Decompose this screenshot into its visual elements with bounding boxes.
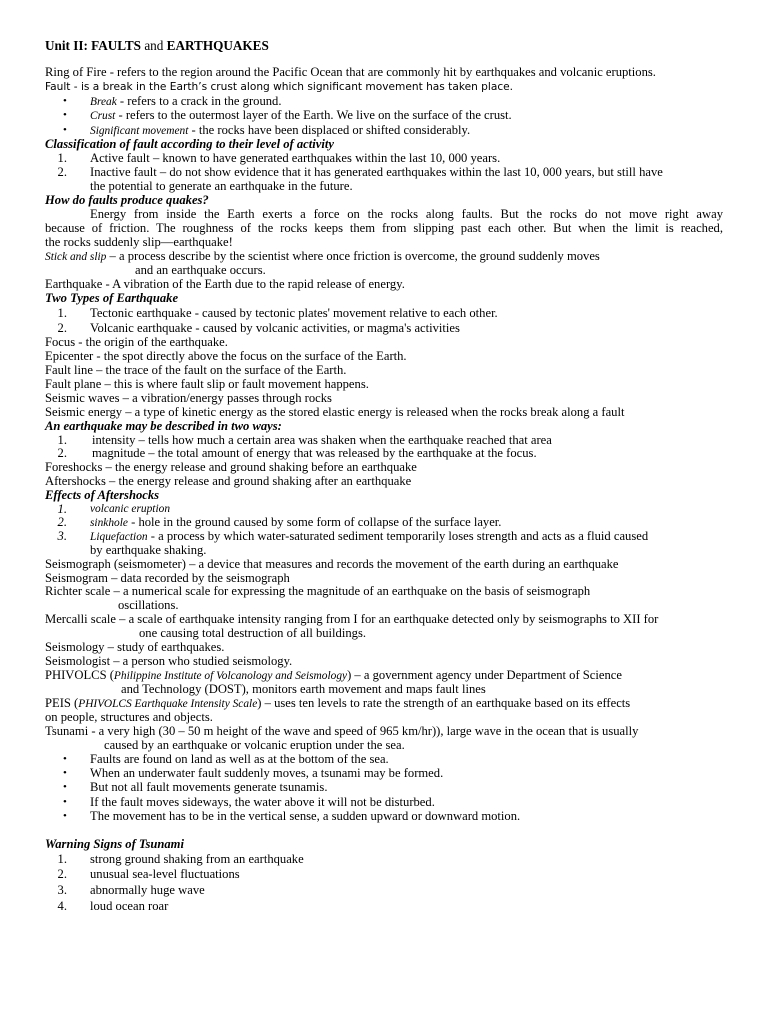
list-item-text: Inactive fault – do not show evidence that it has generated earthquakes within the last 10, 000 years, but still have bbox=[90, 165, 663, 179]
term: Liquefaction bbox=[90, 531, 148, 543]
definition-continuation: oscillations. bbox=[118, 598, 179, 612]
definition-line: Seismogram – data recorded by the seismograph bbox=[45, 571, 290, 585]
list-item-text: volcanic eruption bbox=[90, 503, 171, 515]
definition-line: Fault line – the trace of the fault on the surface of the Earth. bbox=[45, 363, 347, 377]
text: PEIS ( bbox=[45, 696, 79, 710]
section-heading: An earthquake may be described in two ways: bbox=[45, 419, 282, 433]
definition-line: Focus - the origin of the earthquake. bbox=[45, 335, 228, 349]
section-heading: Warning Signs of Tsunami bbox=[45, 837, 184, 851]
title-faults: FAULTS bbox=[91, 38, 142, 53]
definition-line: Seismograph (seismometer) – a device that measures and records the movement of the earth during an earthquake bbox=[45, 557, 619, 571]
term: Significant movement bbox=[90, 125, 189, 137]
list-number: 1. bbox=[57, 151, 67, 165]
definition-continuation: and Technology (DOST), monitors earth movement and maps fault lines bbox=[121, 682, 486, 696]
tsunami-definition: Tsunami - a very high (30 – 50 m height of the wave and speed of 965 km/hr)), large wave in the ocean that is usually bbox=[45, 724, 639, 738]
section-heading: Classification of fault according to their level of activity bbox=[45, 137, 334, 151]
list-item-continuation: by earthquake shaking. bbox=[90, 543, 207, 557]
earthquake-definition: Earthquake - A vibration of the Earth due to the rapid release of energy. bbox=[45, 277, 405, 291]
text: PHIVOLCS ( bbox=[45, 668, 114, 682]
term-description: - a process by which water-saturated sediment temporarily loses strength and acts as a fluid caused bbox=[147, 529, 649, 543]
text: ) – uses ten levels to rate the strength of an earthquake based on its effects bbox=[257, 696, 631, 710]
bullet-icon: • bbox=[63, 767, 67, 779]
list-item-text: The movement has to be in the vertical sense, a sudden upward or downward motion. bbox=[90, 809, 521, 823]
term-description: - refers to a crack in the ground. bbox=[116, 94, 282, 108]
list-number: 1. bbox=[57, 306, 67, 320]
definition-line: Seismic waves – a vibration/energy passes through rocks bbox=[45, 391, 332, 405]
text: ) – a government agency under Department of Science bbox=[347, 668, 622, 682]
definition-continuation: one causing total destruction of all buildings. bbox=[139, 626, 366, 640]
list-number: 1. bbox=[57, 502, 67, 516]
definition-continuation: on people, structures and objects. bbox=[45, 710, 213, 724]
list-item-text: Tectonic earthquake - caused by tectonic plates' movement relative to each other. bbox=[90, 306, 498, 320]
definition-line: Mercalli scale – a scale of earthquake intensity ranging from I for an earthquake detected only by seismographs to XII for bbox=[45, 612, 659, 626]
list-number: 3. bbox=[57, 883, 67, 897]
term: Crust bbox=[90, 110, 116, 122]
fault-definition: Fault - is a break in the Earth’s crust along which significant movement has taken place. bbox=[45, 81, 514, 93]
list-item-text: loud ocean roar bbox=[90, 899, 169, 913]
list-item-continuation: the potential to generate an earthquake in the future. bbox=[90, 179, 353, 193]
list-item-text: When an underwater fault suddenly moves, a tsunami may be formed. bbox=[90, 766, 444, 780]
list-number: 2. bbox=[57, 515, 67, 529]
paragraph-line: the rocks suddenly slip—earthquake! bbox=[45, 235, 233, 249]
title-and: and bbox=[141, 38, 167, 53]
definition-line: Aftershocks – the energy release and ground shaking after an earthquake bbox=[45, 474, 412, 488]
section-heading: Two Types of Earthquake bbox=[45, 291, 179, 305]
definition-line: Seismic energy – a type of kinetic energy as the stored elastic energy is released when the rocks break along a fault bbox=[45, 405, 625, 419]
scale-name: PHIVOLCS Earthquake Intensity Scale bbox=[78, 698, 258, 710]
term-description: - refers to the outermost layer of the Earth. We live on the surface of the crust. bbox=[115, 108, 512, 122]
definition-continuation: caused by an earthquake or volcanic eruption under the sea. bbox=[104, 738, 405, 752]
list-item-text: Active fault – known to have generated earthquakes within the last 10, 000 years. bbox=[90, 151, 501, 165]
agency-name: Philippine Institute of Volcanology and Seismology bbox=[113, 670, 348, 682]
paragraph-line: Energy from inside the Earth exerts a force on the rocks along faults. But the rocks do not move right away bbox=[90, 207, 723, 221]
definition-line: Richter scale – a numerical scale for expressing the magnitude of an earthquake on the basis of seismograph bbox=[45, 584, 591, 598]
definition-continuation: and an earthquake occurs. bbox=[135, 263, 266, 277]
list-number: 2. bbox=[57, 165, 67, 179]
bullet-icon: • bbox=[63, 124, 67, 136]
list-item-text: But not all fault movements generate tsunamis. bbox=[90, 780, 328, 794]
list-item-text: Volcanic earthquake - caused by volcanic activities, or magma's activities bbox=[90, 321, 460, 335]
stick-and-slip-definition bbox=[45, 250, 600, 265]
term-description: - the rocks have been displaced or shifted considerably. bbox=[188, 123, 471, 137]
bullet-icon: • bbox=[63, 781, 67, 793]
definition-line: Foreshocks – the energy release and ground shaking before an earthquake bbox=[45, 460, 417, 474]
list-number: 2. bbox=[57, 867, 67, 881]
term: sinkhole bbox=[90, 517, 128, 529]
term-description: – a process describe by the scientist where once friction is overcome, the ground suddenly moves bbox=[106, 249, 600, 263]
list-item-text: intensity – tells how much a certain area was shaken when the earthquake reached that area bbox=[92, 433, 552, 447]
ring-of-fire-definition: Ring of Fire - refers to the region around the Pacific Ocean that are commonly hit by earthquakes and volcanic eruptions. bbox=[45, 65, 656, 79]
title-unit: Unit II: bbox=[45, 38, 92, 53]
list-item-text: magnitude – the total amount of energy that was released by the earthquake at the focus. bbox=[92, 446, 537, 460]
bullet-icon: • bbox=[63, 95, 67, 107]
list-item-text: If the fault moves sideways, the water above it will not be disturbed. bbox=[90, 795, 435, 809]
term-description: - hole in the ground caused by some form of collapse of the surface layer. bbox=[127, 515, 502, 529]
page-title bbox=[45, 39, 269, 53]
definition-line: Epicenter - the spot directly above the focus on the surface of the Earth. bbox=[45, 349, 407, 363]
list-number: 1. bbox=[57, 433, 67, 447]
bullet-icon: • bbox=[63, 109, 67, 121]
definition-line: Seismologist – a person who studied seismology. bbox=[45, 654, 293, 668]
bullet-icon: • bbox=[63, 753, 67, 765]
definition-line: Seismology – study of earthquakes. bbox=[45, 640, 225, 654]
list-item-text: Faults are found on land as well as at the bottom of the sea. bbox=[90, 752, 389, 766]
bullet-icon: • bbox=[63, 796, 67, 808]
list-item-text: strong ground shaking from an earthquake bbox=[90, 852, 304, 866]
title-earthquakes: EARTHQUAKES bbox=[166, 38, 269, 53]
list-number: 2. bbox=[57, 446, 67, 460]
bullet-icon: • bbox=[63, 810, 67, 822]
list-number: 1. bbox=[57, 852, 67, 866]
list-number: 2. bbox=[57, 321, 67, 335]
list-number: 3. bbox=[57, 529, 67, 543]
list-item-text: unusual sea-level fluctuations bbox=[90, 867, 240, 881]
section-heading: How do faults produce quakes? bbox=[45, 193, 209, 207]
definition-line: Fault plane – this is where fault slip or fault movement happens. bbox=[45, 377, 369, 391]
section-heading: Effects of Aftershocks bbox=[45, 488, 160, 502]
term: Stick and slip bbox=[45, 251, 107, 263]
list-item-text: abnormally huge wave bbox=[90, 883, 205, 897]
list-number: 4. bbox=[57, 899, 67, 913]
term: Break bbox=[90, 96, 117, 108]
paragraph-line: because of friction. The roughness of the rocks keeps them from slipping past each other. But when the limit is reached, bbox=[45, 221, 723, 235]
